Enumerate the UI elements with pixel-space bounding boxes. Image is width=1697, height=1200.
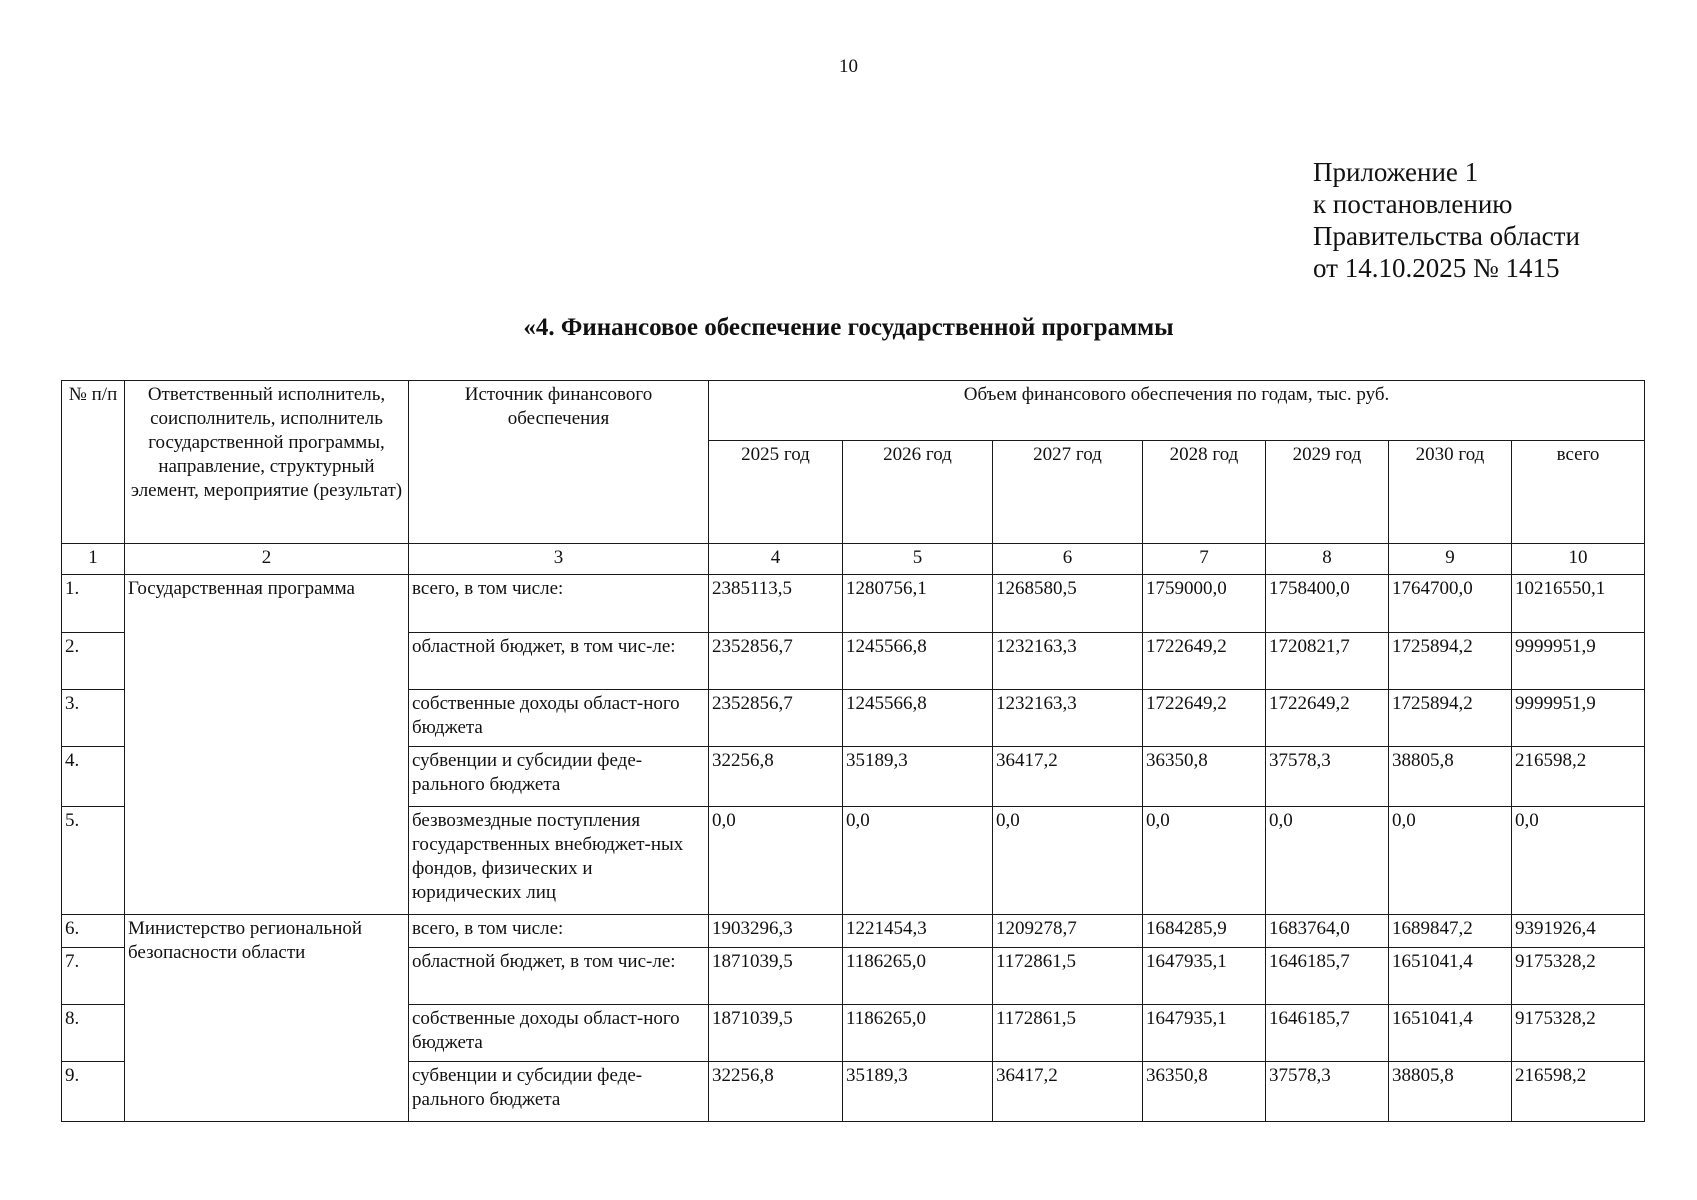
row-number: 3. (62, 690, 125, 747)
value-cell: 2352856,7 (709, 690, 843, 747)
source-cell: собственные доходы област-ного бюджета (409, 1005, 709, 1062)
value-cell: 0,0 (709, 807, 843, 915)
total-cell: 9999951,9 (1512, 690, 1645, 747)
column-number: 1 (62, 544, 125, 575)
value-cell: 1186265,0 (843, 1005, 993, 1062)
value-cell: 1209278,7 (993, 915, 1143, 948)
executor-cell: Министерство региональной безопасности области (125, 915, 409, 1122)
value-cell: 35189,3 (843, 1062, 993, 1122)
value-cell: 36417,2 (993, 747, 1143, 807)
value-cell: 1245566,8 (843, 633, 993, 690)
value-cell: 1646185,7 (1266, 1005, 1389, 1062)
column-number: 4 (709, 544, 843, 575)
value-cell: 1268580,5 (993, 575, 1143, 633)
value-cell: 1759000,0 (1143, 575, 1266, 633)
value-cell: 1280756,1 (843, 575, 993, 633)
appendix-line: от 14.10.2025 № 1415 (1313, 253, 1560, 283)
row-number: 7. (62, 948, 125, 1005)
value-cell: 0,0 (1266, 807, 1389, 915)
source-cell: субвенции и субсидии феде-рального бюджета (409, 747, 709, 807)
header-year: 2026 год (843, 441, 993, 544)
appendix-line: к постановлению (1313, 189, 1513, 219)
value-cell: 38805,8 (1389, 1062, 1512, 1122)
header-year: 2025 год (709, 441, 843, 544)
row-number: 2. (62, 633, 125, 690)
value-cell: 1903296,3 (709, 915, 843, 948)
value-cell: 0,0 (1389, 807, 1512, 915)
value-cell: 37578,3 (1266, 1062, 1389, 1122)
row-number: 9. (62, 1062, 125, 1122)
header-year: 2029 год (1266, 441, 1389, 544)
source-cell: всего, в том числе: (409, 575, 709, 633)
value-cell: 1725894,2 (1389, 690, 1512, 747)
source-cell: областной бюджет, в том чис-ле: (409, 948, 709, 1005)
value-cell: 1172861,5 (993, 948, 1143, 1005)
source-cell: всего, в том числе: (409, 915, 709, 948)
column-number: 8 (1266, 544, 1389, 575)
source-cell: субвенции и субсидии феде-рального бюджета (409, 1062, 709, 1122)
value-cell: 1647935,1 (1143, 1005, 1266, 1062)
column-number: 7 (1143, 544, 1266, 575)
page-number: 10 (839, 56, 858, 77)
value-cell: 1221454,3 (843, 915, 993, 948)
value-cell: 1646185,7 (1266, 948, 1389, 1005)
value-cell: 1172861,5 (993, 1005, 1143, 1062)
value-cell: 2352856,7 (709, 633, 843, 690)
header-num: № п/п (62, 381, 125, 544)
header-year: 2028 год (1143, 441, 1266, 544)
value-cell: 1722649,2 (1143, 690, 1266, 747)
value-cell: 1232163,3 (993, 690, 1143, 747)
value-cell: 1720821,7 (1266, 633, 1389, 690)
value-cell: 0,0 (993, 807, 1143, 915)
source-cell: областной бюджет, в том чис-ле: (409, 633, 709, 690)
value-cell: 1683764,0 (1266, 915, 1389, 948)
column-number: 6 (993, 544, 1143, 575)
value-cell: 1871039,5 (709, 948, 843, 1005)
total-cell: 9999951,9 (1512, 633, 1645, 690)
total-cell: 10216550,1 (1512, 575, 1645, 633)
value-cell: 1689847,2 (1389, 915, 1512, 948)
total-cell: 9175328,2 (1512, 948, 1645, 1005)
value-cell: 1758400,0 (1266, 575, 1389, 633)
table-row (62, 915, 1645, 948)
source-cell: собственные доходы област-ного бюджета (409, 690, 709, 747)
financing-table (61, 380, 1645, 1122)
value-cell: 2385113,5 (709, 575, 843, 633)
value-cell: 1186265,0 (843, 948, 993, 1005)
total-cell: 9175328,2 (1512, 1005, 1645, 1062)
value-cell: 1725894,2 (1389, 633, 1512, 690)
value-cell: 1245566,8 (843, 690, 993, 747)
total-cell: 9391926,4 (1512, 915, 1645, 948)
value-cell: 36350,8 (1143, 747, 1266, 807)
header-volume: Объем финансового обеспечения по годам, тыс. руб. (709, 381, 1645, 441)
column-number: 3 (409, 544, 709, 575)
value-cell: 1722649,2 (1143, 633, 1266, 690)
executor-cell: Государственная программа (125, 575, 409, 915)
row-number: 6. (62, 915, 125, 948)
appendix-line: Приложение 1 (1313, 157, 1479, 187)
header-year: 2027 год (993, 441, 1143, 544)
value-cell: 38805,8 (1389, 747, 1512, 807)
column-number: 9 (1389, 544, 1512, 575)
row-number: 5. (62, 807, 125, 915)
source-cell: безвозмездные поступления государственных внебюджет-ных фондов, физических и юридических лиц (409, 807, 709, 915)
value-cell: 35189,3 (843, 747, 993, 807)
value-cell: 32256,8 (709, 747, 843, 807)
total-cell: 0,0 (1512, 807, 1645, 915)
value-cell: 1232163,3 (993, 633, 1143, 690)
column-number: 10 (1512, 544, 1645, 575)
value-cell: 1651041,4 (1389, 948, 1512, 1005)
value-cell: 1684285,9 (1143, 915, 1266, 948)
total-cell: 216598,2 (1512, 747, 1645, 807)
section-title: «4. Финансовое обеспечение государственной программы (523, 314, 1174, 341)
value-cell: 1764700,0 (1389, 575, 1512, 633)
row-number: 1. (62, 575, 125, 633)
value-cell: 0,0 (1143, 807, 1266, 915)
header-executor: Ответственный исполнитель, соисполнитель, исполнитель государственной программы, направление, структурный элемент, мероприятие (результат) (125, 381, 409, 544)
value-cell: 36350,8 (1143, 1062, 1266, 1122)
column-number: 2 (125, 544, 409, 575)
table-row (62, 575, 1645, 633)
value-cell: 1722649,2 (1266, 690, 1389, 747)
value-cell: 32256,8 (709, 1062, 843, 1122)
value-cell: 36417,2 (993, 1062, 1143, 1122)
value-cell: 1651041,4 (1389, 1005, 1512, 1062)
appendix-block (1313, 156, 1580, 284)
value-cell: 0,0 (843, 807, 993, 915)
header-source: Источник финансового обеспечения (409, 381, 709, 544)
row-number: 4. (62, 747, 125, 807)
value-cell: 1647935,1 (1143, 948, 1266, 1005)
header-year: 2030 год (1389, 441, 1512, 544)
total-cell: 216598,2 (1512, 1062, 1645, 1122)
value-cell: 37578,3 (1266, 747, 1389, 807)
appendix-line: Правительства области (1313, 221, 1580, 251)
row-number: 8. (62, 1005, 125, 1062)
header-total: всего (1512, 441, 1645, 544)
value-cell: 1871039,5 (709, 1005, 843, 1062)
column-number: 5 (843, 544, 993, 575)
